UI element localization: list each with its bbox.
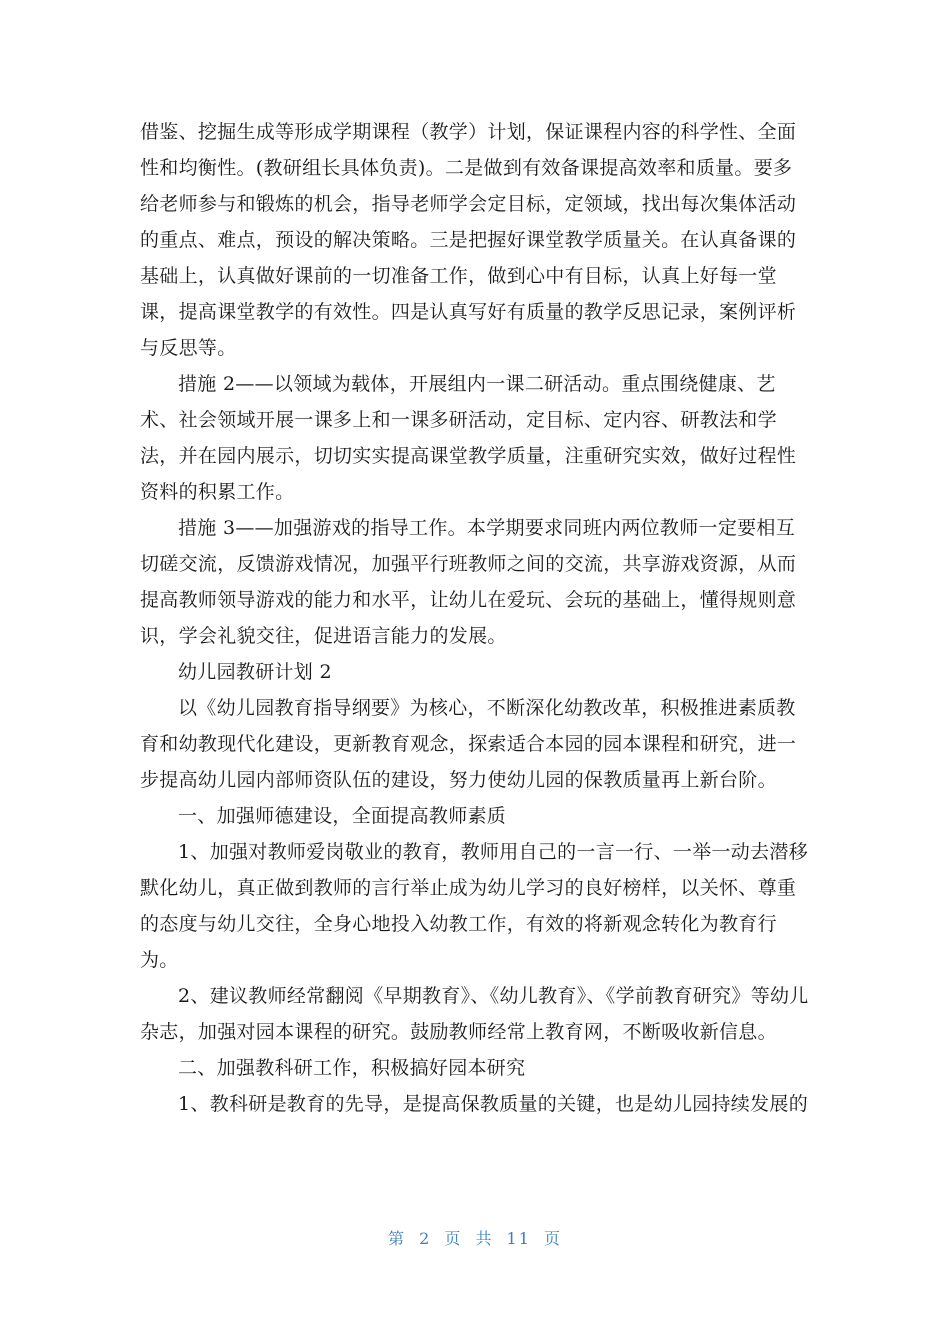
document-body bbox=[140, 114, 812, 1122]
text-line: 杂志，加强对园本课程的研究。鼓励教师经常上教育网，不断吸收新信息。 bbox=[140, 1021, 777, 1043]
text-line: 措施 2——以领域为载体，开展组内一课二研活动。重点围绕健康、艺 bbox=[178, 373, 776, 395]
text-line: 给老师参与和锻炼的机会，指导老师学会定目标，定领域，找出每次集体活动 bbox=[140, 193, 797, 215]
text-line: 1、教科研是教育的先导，是提高保教质量的关键，也是幼儿园持续发展的 bbox=[178, 1093, 808, 1115]
text-line: 幼儿园教研计划 2 bbox=[178, 661, 332, 683]
text-line: 识，学会礼貌交往，促进语言能力的发展。 bbox=[140, 625, 507, 647]
text-line: 步提高幼儿园内部师资队伍的建设，努力使幼儿园的保教质量再上新台阶。 bbox=[140, 769, 777, 791]
text-line: 的态度与幼儿交往，全身心地投入幼教工作，有效的将新观念转化为教育行 bbox=[140, 913, 777, 935]
text-line: 的重点、难点，预设的解决策略。三是把握好课堂教学质量关。在认真备课的 bbox=[140, 229, 797, 251]
text-line: 术、社会领域开展一课多上和一课多研活动，定目标、定内容、研教法和学 bbox=[140, 409, 777, 431]
text-line: 1、加强对教师爱岗敬业的教育，教师用自己的一言一行、一举一动去潜移 bbox=[178, 841, 808, 863]
text-line: 切磋交流，反馈游戏情况，加强平行班教师之间的交流，共享游戏资源，从而 bbox=[140, 553, 797, 575]
text-line: 默化幼儿，真正做到教师的言行举止成为幼儿学习的良好榜样，以关怀、尊重 bbox=[140, 877, 797, 899]
text-line: 措施 3——加强游戏的指导工作。本学期要求同班内两位教师一定要相互 bbox=[178, 517, 796, 539]
text-line: 性和均衡性。(教研组长具体负责)。二是做到有效备课提高效率和质量。要多 bbox=[140, 157, 793, 179]
text-line: 资料的积累工作。 bbox=[140, 481, 295, 503]
text-line: 提高教师领导游戏的能力和水平，让幼儿在爱玩、会玩的基础上，懂得规则意 bbox=[140, 589, 797, 611]
text-line: 基础上，认真做好课前的一切准备工作，做到心中有目标，认真上好每一堂 bbox=[140, 265, 777, 287]
text-line: 2、建议教师经常翻阅《早期教育》、《幼儿教育》、《学前教育研究》等幼儿 bbox=[178, 985, 809, 1007]
text-line: 以《幼儿园教育指导纲要》为核心，不断深化幼教改革，积极推进素质教 bbox=[178, 697, 796, 719]
text-line: 为。 bbox=[140, 949, 179, 971]
text-line: 二、加强教科研工作，积极搞好园本研究 bbox=[178, 1057, 526, 1079]
text-line: 与反思等。 bbox=[140, 337, 237, 359]
page-footer: 第 2 页 共 11 页 bbox=[388, 1229, 562, 1248]
text-line: 借鉴、挖掘生成等形成学期课程（教学）计划，保证课程内容的科学性、全面 bbox=[140, 121, 797, 143]
text-line: 课，提高课堂教学的有效性。四是认真写好有质量的教学反思记录，案例评析 bbox=[140, 301, 797, 323]
text-line: 一、加强师德建设，全面提高教师素质 bbox=[178, 805, 507, 827]
text-line: 育和幼教现代化建设，更新教育观念，探索适合本园的园本课程和研究，进一 bbox=[140, 733, 797, 755]
text-line: 法，并在园内展示，切切实实提高课堂教学质量，注重研究实效，做好过程性 bbox=[140, 445, 797, 467]
